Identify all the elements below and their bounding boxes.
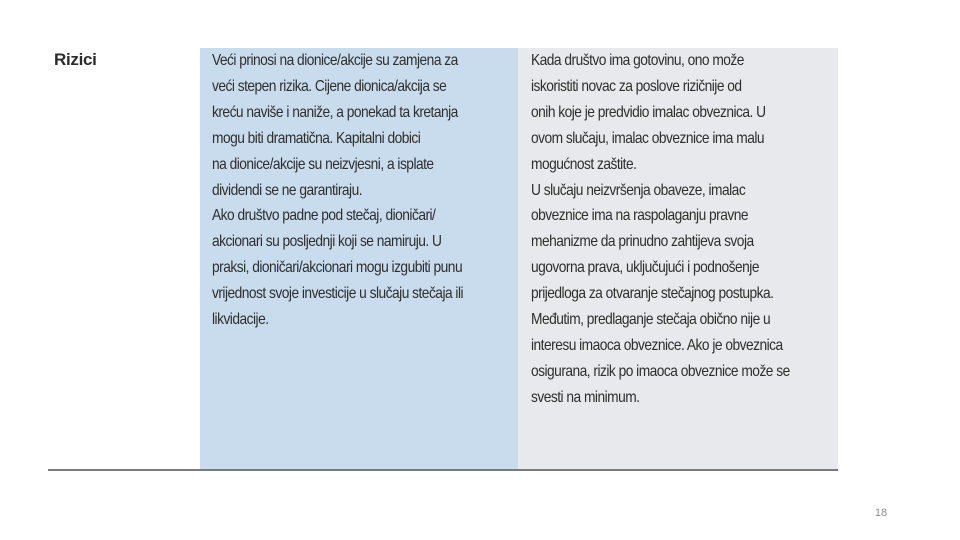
bonds-text-line: U slučaju neizvršenja obaveze, imalac <box>531 181 746 199</box>
bonds-column-cell <box>518 48 838 470</box>
stocks-column-text <box>212 48 463 333</box>
stocks-text-line: praksi, dioničari/akcionari mogu izgubiti punu <box>212 259 463 277</box>
bonds-text-line: iskoristiti novac za poslove rizičnije od <box>531 77 742 95</box>
bonds-text-line: Kada društvo ima gotovinu, ono može <box>531 52 744 69</box>
bonds-text-line: osigurana, rizik po imaoca obveznice može se <box>531 362 790 380</box>
stocks-text-line: dividendi se ne garantiraju. <box>212 181 363 199</box>
slide-number: 18 <box>874 507 888 519</box>
stocks-text-line: vrijednost svoje investicije u slučaju stečaja ili <box>212 285 464 303</box>
stocks-text-line: akcionari su posljednji koji se namiruju. U <box>212 233 442 251</box>
table-bottom-rule <box>48 469 838 471</box>
stocks-text-line: Ako društvo padne pod stečaj, dioničari/ <box>212 207 436 225</box>
stocks-text-line: na dionice/akcije su neizvjesni, a isplate <box>212 155 434 173</box>
stocks-text-line: likvidacije. <box>212 311 269 329</box>
bonds-text-line: prijedloga za otvaranje stečajnog postupka. <box>531 285 774 303</box>
bonds-text-line: obveznice ima na raspolaganju pravne <box>531 207 749 225</box>
bonds-text-line: mogućnost zaštite. <box>531 155 637 173</box>
bonds-text-line: svesti na minimum. <box>531 388 640 406</box>
stocks-text-line: veći stepen rizika. Cijene dionica/akcija se <box>212 77 447 95</box>
bonds-text-line: onih koje je predvidio imalac obveznica. U <box>531 103 766 121</box>
bonds-text-line: interesu imaoca obveznice. Ako je obveznica <box>531 336 783 354</box>
bonds-text-line: mehanizme da prinudno zahtijeva svoja <box>531 233 754 251</box>
bonds-column-text <box>531 48 790 411</box>
stocks-text-line: mogu biti dramatična. Kapitalni dobici <box>212 129 421 147</box>
stocks-text-line: kreću naviše i naniže, a ponekad ta kretanja <box>212 103 458 121</box>
stocks-text-line: Veći prinosi na dionice/akcije su zamjena za <box>212 52 458 69</box>
bonds-text-line: Međutim, predlaganje stečaja obično nije u <box>531 311 771 329</box>
bonds-text-line: ovom slučaju, imalac obveznice ima malu <box>531 129 765 147</box>
row-label-risks: Rizici <box>54 48 204 470</box>
risks-table <box>48 48 838 472</box>
bonds-text-line: ugovorna prava, uključujući i podnošenje <box>531 259 759 277</box>
stocks-column-cell <box>200 48 518 470</box>
